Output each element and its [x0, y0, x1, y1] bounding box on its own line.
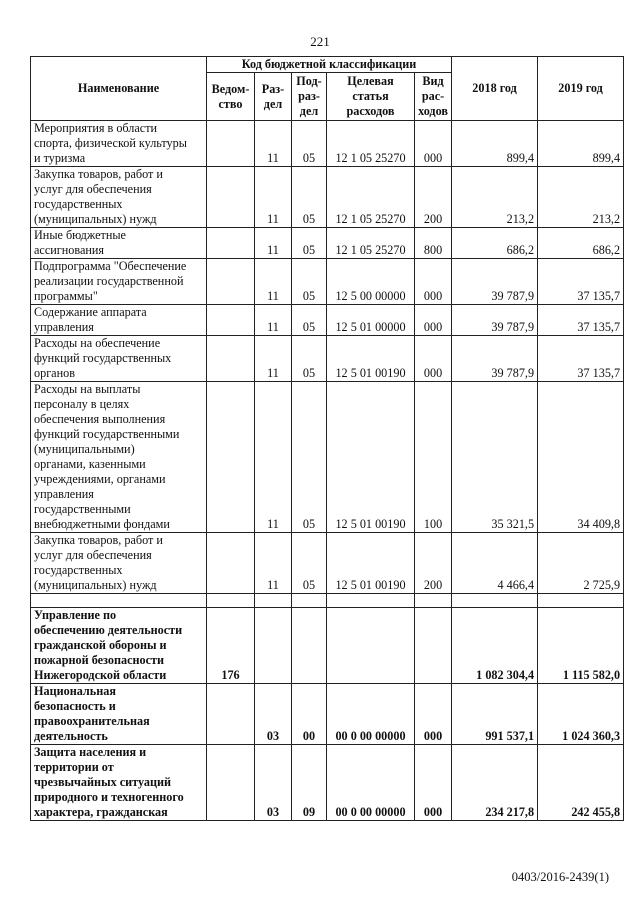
- cell-razdel: 11: [255, 336, 292, 382]
- cell-y2018: 4 466,4: [452, 533, 538, 594]
- cell-name: Расходы на обеспечение функций государственных органов: [31, 336, 207, 382]
- table-row-bold: [31, 608, 624, 684]
- cell-razdel: 11: [255, 167, 292, 228]
- cell-podrazdel: 05: [292, 167, 327, 228]
- cell-podrazdel: [292, 608, 327, 684]
- table-row: [31, 121, 624, 167]
- cell-ved: [207, 382, 255, 533]
- cell-vid: 200: [415, 533, 452, 594]
- cell-vid: 200: [415, 167, 452, 228]
- header-2018: 2018 год: [452, 57, 538, 121]
- spacer-cell: [538, 594, 624, 608]
- cell-podrazdel: 00: [292, 684, 327, 745]
- cell-y2019: 213,2: [538, 167, 624, 228]
- cell-vid: 000: [415, 121, 452, 167]
- cell-name: Подпрограмма "Обеспечение реализации государственной программы": [31, 259, 207, 305]
- cell-target: 12 5 00 00000: [327, 259, 415, 305]
- cell-razdel: 11: [255, 382, 292, 533]
- cell-y2018: 35 321,5: [452, 382, 538, 533]
- cell-podrazdel: 05: [292, 121, 327, 167]
- cell-ved: [207, 745, 255, 821]
- cell-razdel: 11: [255, 533, 292, 594]
- cell-razdel: 11: [255, 259, 292, 305]
- spacer-cell: [327, 594, 415, 608]
- cell-name: Закупка товаров, работ и услуг для обеспечения государственных (муниципальных) нужд: [31, 167, 207, 228]
- page-number: 221: [310, 34, 330, 49]
- header-name: Наименование: [31, 57, 207, 121]
- cell-y2019: 37 135,7: [538, 336, 624, 382]
- cell-name: Национальная безопасность и правоохранительная деятельность: [31, 684, 207, 745]
- cell-y2018: 39 787,9: [452, 305, 538, 336]
- cell-razdel: 11: [255, 121, 292, 167]
- table-row: [31, 167, 624, 228]
- cell-y2019: 37 135,7: [538, 305, 624, 336]
- cell-target: 00 0 00 00000: [327, 684, 415, 745]
- spacer-cell: [207, 594, 255, 608]
- header-vid: Вид рас- ходов: [415, 73, 452, 121]
- cell-vid: 800: [415, 228, 452, 259]
- cell-target: 12 1 05 25270: [327, 121, 415, 167]
- cell-y2018: 39 787,9: [452, 336, 538, 382]
- cell-vid: [415, 608, 452, 684]
- cell-y2018: 899,4: [452, 121, 538, 167]
- table-row-bold: [31, 745, 624, 821]
- table-row: [31, 382, 624, 533]
- cell-vid: 000: [415, 336, 452, 382]
- cell-y2019: 1 024 360,3: [538, 684, 624, 745]
- cell-podrazdel: 05: [292, 228, 327, 259]
- table-row: [31, 533, 624, 594]
- cell-y2018: 991 537,1: [452, 684, 538, 745]
- spacer-cell: [415, 594, 452, 608]
- cell-podrazdel: 05: [292, 382, 327, 533]
- table-row: [31, 259, 624, 305]
- table-row-bold: [31, 684, 624, 745]
- cell-name: Расходы на выплаты персоналу в целях обеспечения выполнения функций государственными (муниципальными) органами, казенными учреждениями, органами управления государственными внебюджетными фондами: [31, 382, 207, 533]
- cell-vid: 000: [415, 745, 452, 821]
- cell-y2019: 686,2: [538, 228, 624, 259]
- cell-ved: [207, 305, 255, 336]
- cell-name: Содержание аппарата управления: [31, 305, 207, 336]
- cell-podrazdel: 09: [292, 745, 327, 821]
- cell-name: Мероприятия в области спорта, физической культуры и туризма: [31, 121, 207, 167]
- cell-ved: [207, 259, 255, 305]
- table-row: [31, 228, 624, 259]
- spacer-cell: [255, 594, 292, 608]
- cell-name: Защита населения и территории от чрезвычайных ситуаций природного и техногенного характера, гражданская: [31, 745, 207, 821]
- spacer-cell: [292, 594, 327, 608]
- cell-podrazdel: 05: [292, 305, 327, 336]
- cell-ved: [207, 336, 255, 382]
- table-row: [31, 336, 624, 382]
- cell-name: Закупка товаров, работ и услуг для обеспечения государственных (муниципальных) нужд: [31, 533, 207, 594]
- cell-razdel: 11: [255, 228, 292, 259]
- cell-vid: 000: [415, 259, 452, 305]
- cell-podrazdel: 05: [292, 336, 327, 382]
- cell-ved: [207, 121, 255, 167]
- document-code: 0403/2016-2439(1): [511, 870, 609, 884]
- cell-ved: [207, 228, 255, 259]
- cell-razdel: 11: [255, 305, 292, 336]
- cell-target: 12 1 05 25270: [327, 167, 415, 228]
- header-podrazdel: Под- раз- дел: [292, 73, 327, 121]
- cell-y2018: 1 082 304,4: [452, 608, 538, 684]
- cell-y2018: 686,2: [452, 228, 538, 259]
- budget-table: [30, 56, 624, 821]
- cell-y2019: 242 455,8: [538, 745, 624, 821]
- spacer-cell: [31, 594, 207, 608]
- header-classification: Код бюджетной классификации: [207, 57, 452, 73]
- table-row: [31, 305, 624, 336]
- cell-target: 12 5 01 00190: [327, 382, 415, 533]
- cell-target: [327, 608, 415, 684]
- cell-vid: 000: [415, 684, 452, 745]
- cell-y2019: 899,4: [538, 121, 624, 167]
- cell-y2018: 39 787,9: [452, 259, 538, 305]
- cell-y2018: 234 217,8: [452, 745, 538, 821]
- cell-target: 12 5 01 00000: [327, 305, 415, 336]
- cell-razdel: 03: [255, 745, 292, 821]
- cell-ved: [207, 167, 255, 228]
- cell-target: 00 0 00 00000: [327, 745, 415, 821]
- header-razdel: Раз- дел: [255, 73, 292, 121]
- cell-name: Управление по обеспечению деятельности гражданской обороны и пожарной безопасности Нижегородской области: [31, 608, 207, 684]
- cell-name: Иные бюджетные ассигнования: [31, 228, 207, 259]
- cell-podrazdel: 05: [292, 259, 327, 305]
- header-target: Целевая статья расходов: [327, 73, 415, 121]
- cell-vid: 100: [415, 382, 452, 533]
- spacer-row: [31, 594, 624, 608]
- cell-y2019: 1 115 582,0: [538, 608, 624, 684]
- cell-target: 12 5 01 00190: [327, 533, 415, 594]
- cell-ved: [207, 533, 255, 594]
- cell-podrazdel: 05: [292, 533, 327, 594]
- cell-razdel: 03: [255, 684, 292, 745]
- cell-vid: 000: [415, 305, 452, 336]
- cell-y2019: 2 725,9: [538, 533, 624, 594]
- header-2019: 2019 год: [538, 57, 624, 121]
- spacer-cell: [452, 594, 538, 608]
- cell-target: 12 5 01 00190: [327, 336, 415, 382]
- header-vedomstvo: Ведом- ство: [207, 73, 255, 121]
- cell-y2019: 34 409,8: [538, 382, 624, 533]
- cell-ved: [207, 684, 255, 745]
- cell-y2019: 37 135,7: [538, 259, 624, 305]
- cell-razdel: [255, 608, 292, 684]
- cell-ved: 176: [207, 608, 255, 684]
- cell-target: 12 1 05 25270: [327, 228, 415, 259]
- cell-y2018: 213,2: [452, 167, 538, 228]
